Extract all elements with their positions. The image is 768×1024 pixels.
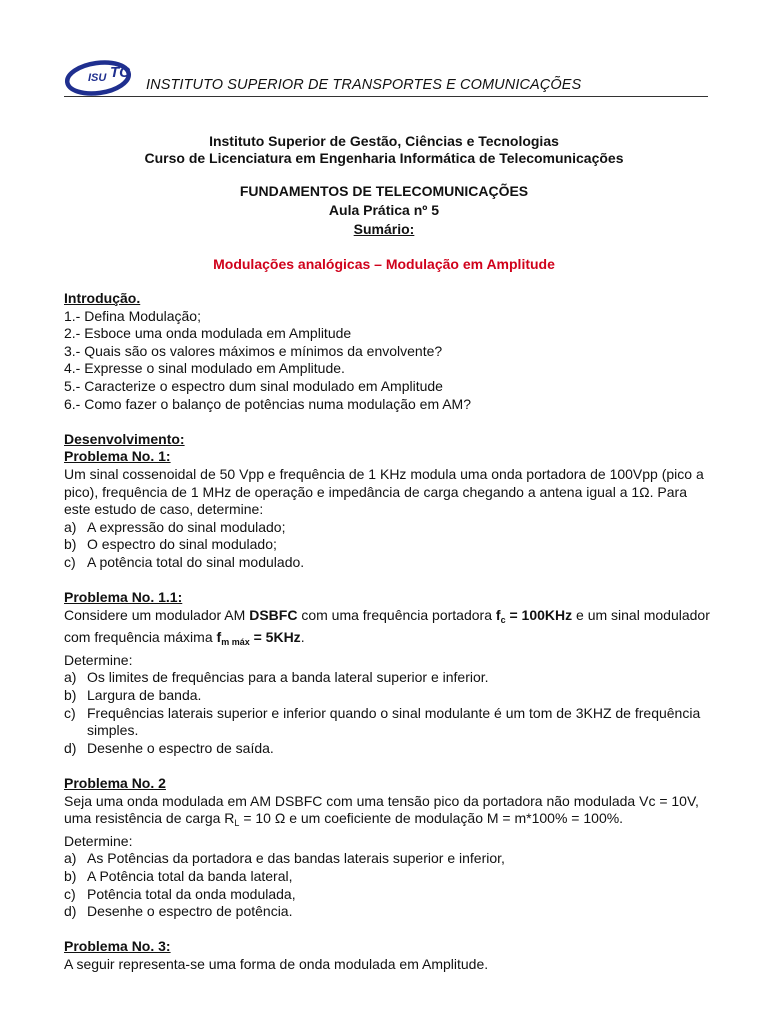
list-item: d) Desenhe o espectro de potência. [64, 903, 293, 920]
list-item: a) As Potências da portadora e das bandas laterais superior e inferior, [64, 850, 505, 867]
intro-item: 4.- Expresse o sinal modulado em Amplitude. [64, 360, 345, 377]
problem1-text: Um sinal cossenoidal de 50 Vpp e frequência de 1 KHz modula uma onda portadora de 100Vpp (pico a pico), frequência de 1 MHz de operação e impedância de carga chegando a antena igual a 1Ω. Para este estudo de caso, determine: [64, 465, 704, 518]
intro-heading: Introdução. [64, 290, 141, 306]
logo-text-tc: TC [110, 64, 130, 81]
isutc-logo [64, 56, 144, 98]
intro-item: 5.- Caracterize o espectro dum sinal modulado em Amplitude [64, 377, 443, 394]
list-item: b) Largura de banda. [64, 687, 202, 704]
determine-label: Determine: [64, 832, 133, 849]
problem3-text: A seguir representa-se uma forma de onda modulada em Amplitude. [64, 955, 489, 972]
determine-label: Determine: [64, 651, 133, 668]
problem1-title: Problema No. 1: [64, 448, 171, 465]
dev-heading: Desenvolvimento: [64, 430, 185, 447]
title-line2: Curso de Licenciatura em Engenharia Informática de Telecomunicações [144, 150, 624, 166]
list-item: b) A Potência total da banda lateral, [64, 868, 293, 884]
list-item: a) Os limites de frequências para a banda lateral superior e inferior. [64, 669, 489, 686]
problem11-text: Considere um modulador AM DSBFC com uma frequência portadora $f_c = 100KHz$ e um sinal modulador com frequência máxima $f_{m máx} = 5KHz$. [64, 606, 710, 648]
course-title: FUNDAMENTOS DE TELECOMUNICAÇÕES [239, 183, 529, 199]
summary-heading: Sumário: [353, 221, 415, 237]
intro-item: 6.- Como fazer o balanço de potências numa modulação em AM? [64, 395, 472, 412]
problem11-title: Problema No. 1.1: [64, 589, 183, 606]
list-item: d) Desenhe o espectro de saída. [64, 739, 274, 756]
problem2-title: Problema No. 2 [64, 775, 166, 792]
list-item: c) A potência total do sinal modulado. [64, 553, 305, 570]
list-item: c) Potência total da onda modulada, [64, 885, 296, 902]
intro-item: 1.- Defina Modulação; [64, 307, 201, 324]
problem3-title: Problema No. 3: [64, 938, 171, 955]
list-item: b) O espectro do sinal modulado; [64, 536, 277, 553]
problem2-text: Seja uma onda modulada em AM DSBFC com uma tensão pico da portadora não modulada Vc = 10V, uma resistência de carga $R_L = 10$ Ω e um coeficiente de modulação M = m*100% = 100%. [64, 792, 699, 829]
header-rule [64, 96, 708, 97]
intro-item: 3.- Quais são os valores máximos e mínimos da envolvente? [64, 342, 443, 359]
class-title: Aula Prática nº 5 [328, 202, 440, 218]
list-item: c) Frequências laterais superior e inferior quando o sinal modulante é um tom de 3KHZ de frequência simples. [64, 704, 701, 739]
document-body [64, 290, 714, 974]
institute-header: INSTITUTO SUPERIOR DE TRANSPORTES E COMUNICAÇÕES [146, 77, 582, 93]
intro-item: 2.- Esboce uma onda modulada em Amplitude [64, 325, 352, 342]
title-line1: Instituto Superior de Gestão, Ciências e Tecnologias [209, 133, 559, 149]
logo-text-isu: ISU [88, 72, 107, 84]
topic-title: Modulações analógicas – Modulação em Amplitude [213, 256, 555, 272]
list-item: a) A expressão do sinal modulado; [64, 518, 286, 535]
